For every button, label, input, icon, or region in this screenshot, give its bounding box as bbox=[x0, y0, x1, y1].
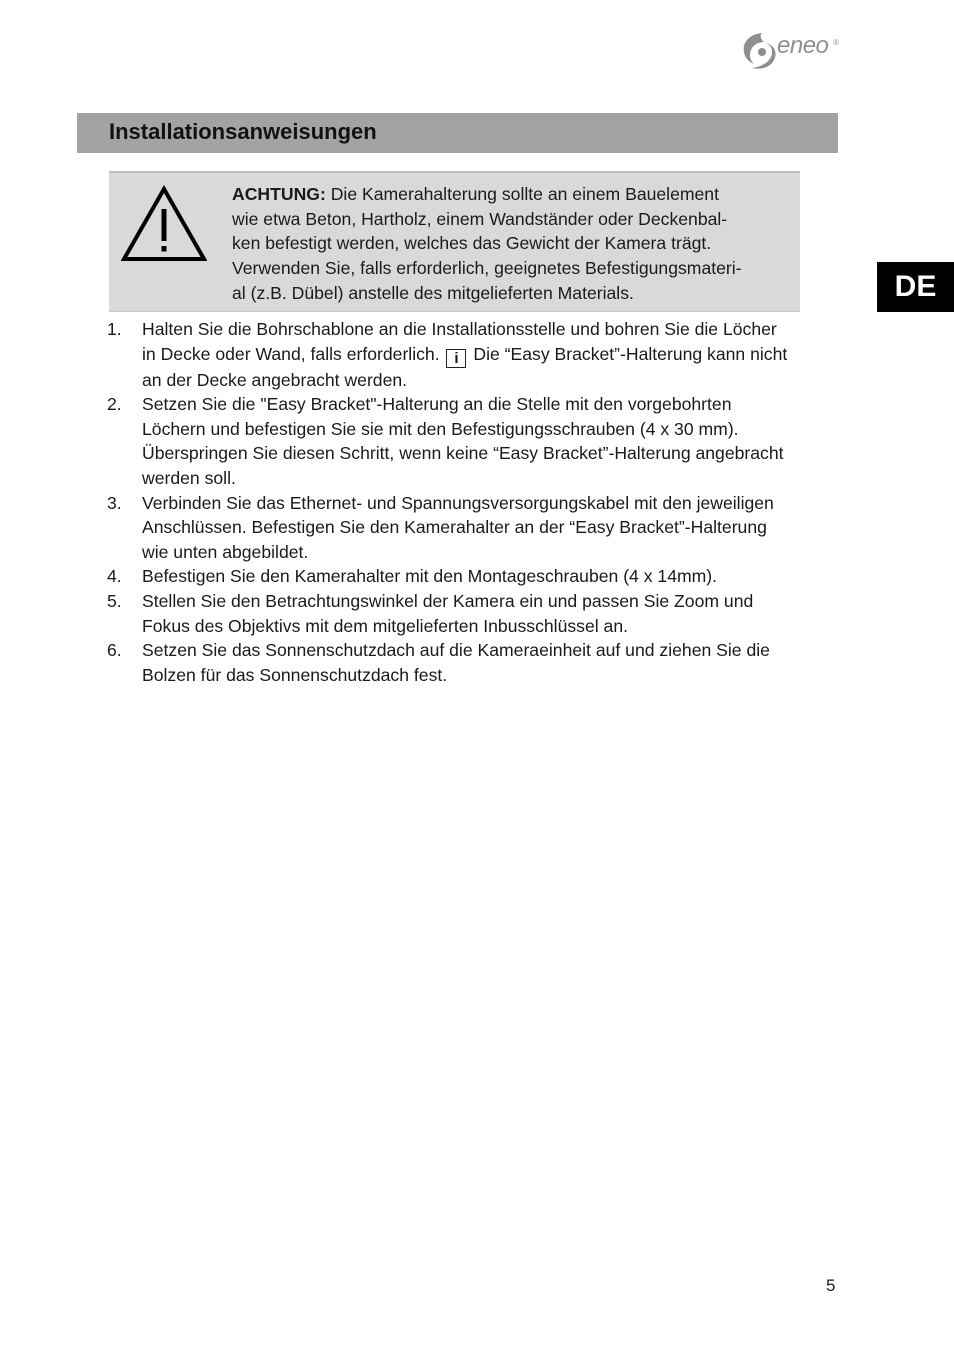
step-line bbox=[142, 342, 954, 368]
step-line: Halten Sie die Bohrschablone an die Installationsstelle und bohren Sie die Löcher bbox=[142, 319, 777, 339]
step-number: 6. bbox=[107, 640, 122, 661]
step-text bbox=[142, 638, 954, 687]
step-line: an der Decke angebracht werden. bbox=[142, 369, 408, 390]
step-line: Setzen Sie die "Easy Bracket"-Halterung an die Stelle mit den vorgebohrten bbox=[142, 394, 732, 415]
step-line: Anschlüssen. Befestigen Sie den Kamerahalter an der “Easy Bracket”-Halterung bbox=[142, 517, 767, 538]
step-line: werden soll. bbox=[142, 467, 236, 488]
caution-line: al (z.B. Dübel) anstelle des mitgelieferten Materials. bbox=[232, 282, 634, 303]
page-number: 5 bbox=[826, 1276, 836, 1295]
caution-line: Verwenden Sie, falls erforderlich, geeignetes Befestigungsmateri- bbox=[232, 258, 742, 279]
step-3 bbox=[0, 491, 954, 565]
step-line: Fokus des Objektivs mit dem mitgelieferten Inbusschlüssel an. bbox=[142, 615, 628, 636]
step-line: Löchern und befestigen Sie sie mit den Befestigungsschrauben (4 x 30 mm). bbox=[142, 418, 739, 439]
caution-label: ACHTUNG: bbox=[232, 184, 326, 204]
step-1 bbox=[0, 317, 954, 392]
step-line-text: in Decke oder Wand, falls erforderlich. bbox=[142, 343, 445, 364]
brand-registered-mark: ® bbox=[833, 38, 839, 47]
caution-line: wie etwa Beton, Hartholz, einem Wandständer oder Deckenbal- bbox=[232, 208, 728, 229]
step-line-text: Die “Easy Bracket”-Halterung kann nicht bbox=[468, 343, 788, 364]
step-line: Befestigen Sie den Kamerahalter mit den Montageschrauben (4 x 14mm). bbox=[142, 566, 718, 587]
caution-box bbox=[109, 171, 800, 312]
step-line: Bolzen für das Sonnenschutzdach fest. bbox=[142, 664, 448, 685]
language-tab: DE bbox=[877, 262, 954, 312]
caution-text bbox=[232, 182, 792, 306]
step-line: wie unten abgebildet. bbox=[142, 541, 309, 562]
warning-triangle-icon bbox=[121, 185, 207, 263]
section-header bbox=[77, 113, 838, 153]
step-text bbox=[142, 564, 954, 589]
step-4 bbox=[0, 564, 954, 589]
eneo-swirl-icon bbox=[740, 30, 780, 72]
section-title: Installationsanweisungen bbox=[109, 119, 377, 144]
step-number: 3. bbox=[107, 492, 122, 513]
step-number: 2. bbox=[107, 394, 122, 415]
step-text bbox=[142, 392, 954, 490]
step-5 bbox=[0, 589, 954, 638]
brand-name: eneo bbox=[777, 32, 829, 59]
caution-line: ken befestigt werden, welches das Gewicht der Kamera trägt. bbox=[232, 233, 712, 254]
step-text bbox=[142, 491, 954, 565]
step-line: Überspringen Sie diesen Schritt, wenn keine “Easy Bracket”-Halterung angebracht bbox=[142, 443, 784, 464]
step-line: Setzen Sie das Sonnenschutzdach auf die Kameraeinheit auf und ziehen Sie die bbox=[142, 640, 770, 661]
info-icon: i bbox=[446, 349, 466, 368]
step-line: Stellen Sie den Betrachtungswinkel der Kamera ein und passen Sie Zoom und bbox=[142, 590, 754, 611]
step-number: 5. bbox=[107, 590, 122, 611]
step-line: Verbinden Sie das Ethernet- und Spannungsversorgungskabel mit den jeweiligen bbox=[142, 492, 774, 513]
installation-steps bbox=[0, 317, 954, 687]
step-text bbox=[142, 317, 954, 392]
caution-line bbox=[232, 182, 792, 207]
step-text bbox=[142, 589, 954, 638]
step-2 bbox=[0, 392, 954, 490]
step-number: 1. bbox=[107, 319, 122, 339]
step-number: 4. bbox=[107, 566, 122, 587]
caution-line-text: Die Kamerahalterung sollte an einem Bauelement bbox=[325, 184, 719, 204]
step-6 bbox=[0, 638, 954, 687]
